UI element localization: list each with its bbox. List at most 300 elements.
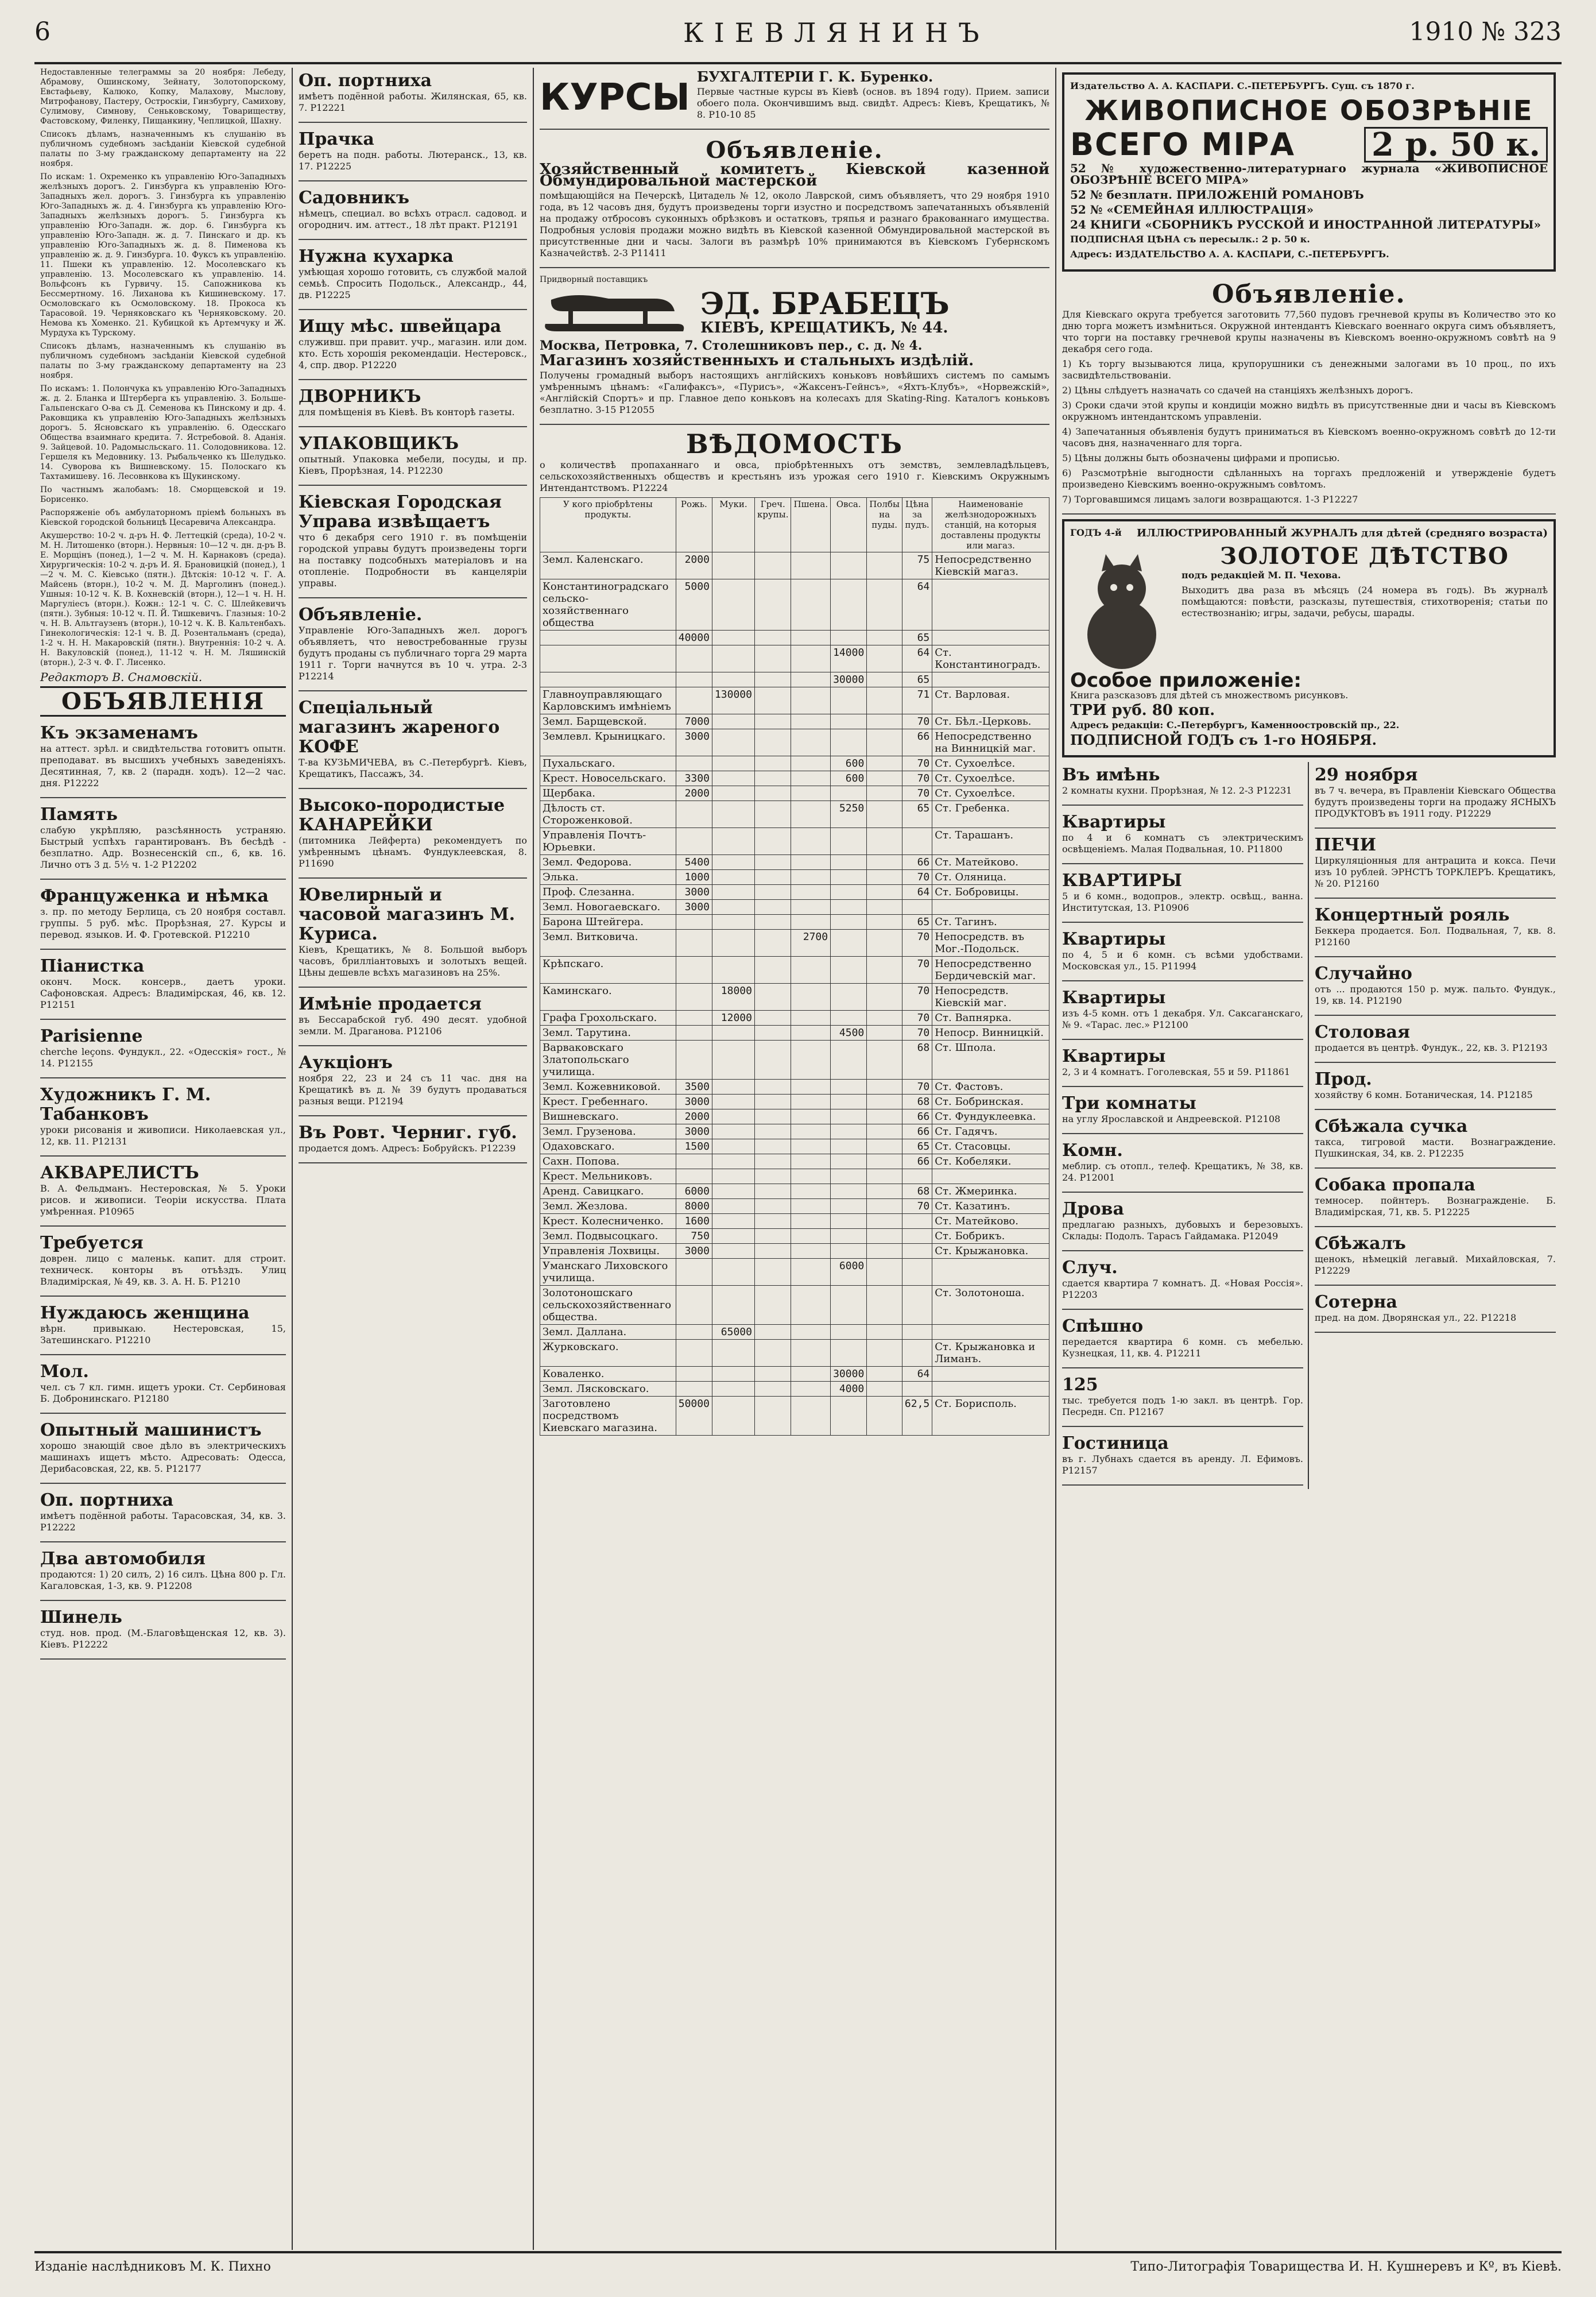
table-cell: Аренд. Савицкаго. xyxy=(540,1184,676,1199)
ad-text: слабую укрѣпляю, разсѣянность устраняю. Быстрый успѣхъ гарантированъ. Въ бесѣдѣ - безплатно. Адр. Вознесенскій сп., 6, кв. 16. Лично отъ 3 д. 5½ ч. 1-2 P12202 xyxy=(40,825,286,870)
ad-text: вѣрн. привыкаю. Нестеровская, 15, Затешинскаго. P12210 xyxy=(40,1323,286,1345)
ad-text: продаются: 1) 20 силъ, 2) 16 силъ. Цѣна 800 р. Гл. Кагаловская, 1-3, кв. 9. P12208 xyxy=(40,1569,286,1591)
notice-paragraph: Списокъ дѣламъ, назначеннымъ къ слушанію въ публичномъ судебномъ засѣданіи Кіевской судебной палаты по 3-му гражданскому департаменту на 23 ноября. xyxy=(40,342,286,380)
table-row xyxy=(540,631,1049,645)
column-header: Муки. xyxy=(712,498,754,552)
table-cell xyxy=(831,729,867,756)
ad-text: имѣетъ подённой работы. Тарасовская, 34, кв. 3. P12222 xyxy=(40,1510,286,1533)
ad-item xyxy=(299,431,527,486)
table-cell xyxy=(791,1011,831,1026)
ad-heading: Садовникъ xyxy=(299,188,410,208)
table-cell xyxy=(754,957,791,984)
table-cell xyxy=(791,729,831,756)
table-cell: Землевл. Крыницкаго. xyxy=(540,729,676,756)
table-cell: Ст. Борисполь. xyxy=(932,1397,1049,1436)
table-cell xyxy=(831,957,867,984)
ad-text: В. А. Фельдманъ. Нестеровская, № 5. Уроки рисов. и живописи. Теоріи искусства. Плата умѣренная. P10965 xyxy=(40,1183,286,1217)
table-cell xyxy=(791,1325,831,1340)
table-cell xyxy=(754,756,791,771)
kaspari-title: ЖИВОПИСНОЕ ОБОЗРѢНІЕ xyxy=(1084,95,1533,127)
table-cell xyxy=(867,870,902,885)
ad-item xyxy=(1062,1043,1303,1087)
kursy-sub: БУХГАЛТЕРІИ Г. К. Буренко. xyxy=(696,68,933,85)
ads-right xyxy=(1315,762,1556,1489)
table-cell xyxy=(712,1095,754,1109)
table-cell xyxy=(831,900,867,915)
table-row xyxy=(540,672,1049,687)
table-cell xyxy=(791,1041,831,1080)
table-cell xyxy=(831,885,867,900)
table-cell: Дѣлость ст. Стороженковой. xyxy=(540,801,676,828)
ad-heading: Въ Ровт. Черниг. губ. xyxy=(299,1123,517,1143)
table-cell: Земл. Даллана. xyxy=(540,1325,676,1340)
ad-item xyxy=(40,802,286,880)
table-cell: Барона Штейгера. xyxy=(540,915,676,930)
ad-item xyxy=(1062,985,1303,1040)
table-cell xyxy=(831,1229,867,1244)
ad-heading: УПАКОВЩИКЪ xyxy=(299,434,459,454)
ad-text: умѣющая хорошо готовить, съ службой малой семьѣ. Спросить Подольск., Александр., 44, дв. P12225 xyxy=(299,266,527,300)
table-cell xyxy=(791,1184,831,1199)
ad-text: меблир. съ отопл., телеф. Крещатикъ, № 38, кв. 24. P12001 xyxy=(1062,1161,1303,1183)
table-cell: Ст. Крыжановка. xyxy=(932,1244,1049,1259)
ad-text: предлагаю разныхъ, дубовыхъ и березовыхъ. Склады: Подолъ. Тарасъ Гайдамака. P12049 xyxy=(1062,1219,1303,1242)
ad-heading: Сбѣжала сучка xyxy=(1315,1116,1468,1136)
table-row xyxy=(540,579,1049,631)
table-cell xyxy=(712,1397,754,1436)
ad-item xyxy=(40,1160,286,1227)
table-cell xyxy=(831,1011,867,1026)
notice-lead: Хозяйственный комитетъ Кіевской казенной Обмундировальной мастерской xyxy=(540,161,1049,190)
table-cell: 30000 xyxy=(831,672,867,687)
kaspari-address: Адресъ: ИЗДАТЕЛЬСТВО А. А. КАСПАРИ, С.-ПЕТЕРБУРГЪ. xyxy=(1070,249,1389,260)
table-cell: 64 xyxy=(902,645,932,672)
zoloto-special: Особое приложеніе: xyxy=(1070,669,1302,692)
table-cell: Непосредств. Кіевскій маг. xyxy=(932,984,1049,1011)
table-cell xyxy=(754,1011,791,1026)
table-cell: 64 xyxy=(902,885,932,900)
issue-number: 1910 № 323 xyxy=(1409,17,1562,47)
table-cell: 64 xyxy=(902,579,932,631)
column-4 xyxy=(1056,68,1562,2250)
notice-paragraph: Распоряженіе объ амбулаторномъ пріемѣ больныхъ въ Кіевской городской больницѣ Цесаревича Александра. xyxy=(40,508,286,527)
ad-heading: Сбѣжалъ xyxy=(1315,1233,1406,1254)
table-cell xyxy=(712,552,754,579)
ad-heading: Случ. xyxy=(1062,1258,1118,1278)
ad-heading: Два автомобиля xyxy=(40,1549,206,1569)
table-cell: 12000 xyxy=(712,1011,754,1026)
table-cell: Константиноградскаго сельско-хозяйственнаго общества xyxy=(540,579,676,631)
table-cell: 2700 xyxy=(791,930,831,957)
table-cell xyxy=(712,1154,754,1169)
ad-item xyxy=(299,126,527,181)
notice-paragraph: Списокъ дѣламъ, назначеннымъ къ слушанію въ публичномъ судебномъ засѣданіи Кіевской судебной палаты по 3-му гражданскому департаменту на 22 ноября. xyxy=(40,130,286,168)
table-cell: 3000 xyxy=(676,1244,712,1259)
table-cell xyxy=(754,1124,791,1139)
table-cell xyxy=(791,1124,831,1139)
table-cell: 600 xyxy=(831,771,867,786)
table-cell: 1000 xyxy=(676,870,712,885)
table-cell: Ст. Матейково. xyxy=(932,855,1049,870)
table-cell xyxy=(676,1340,712,1367)
notice-paragraph: Недоставленные телеграммы за 20 ноября: Лебеду, Абрамову, Ошинскому, Зейнату, Золотопорскому, Евстафьеву, Калюко, Копку, Малахову, Мыслову, Митрофанову, Пастеру, Остроскіи, Гинзбургу, Самихову, Сулимову, Симнову, Сеньковскому, Товариществу, Фастовскому, Филенку, Пищанкину, Чеплицкой, Шахну. xyxy=(40,68,286,126)
table-cell xyxy=(831,1095,867,1109)
table-row xyxy=(540,885,1049,900)
table-cell xyxy=(867,1109,902,1124)
ad-text: Кіевъ, Крещатикъ, № 8. Большой выборъ часовъ, брилліантовыхъ и золотыхъ вещей. Цѣны дешевле всѣхъ магазиновъ на 25%. xyxy=(299,944,527,978)
table-cell xyxy=(902,1214,932,1229)
ad-item xyxy=(299,185,527,240)
table-cell xyxy=(867,1199,902,1214)
kursy-text: Первые частные курсы въ Кіевѣ (основ. въ 1894 году). Прием. записи обоего пола. Окончившимъ выд. свидѣт. Адресъ: Кіевъ, Крещатикъ, № 8. P10-10 85 xyxy=(696,86,1049,120)
table-cell: 14000 xyxy=(831,645,867,672)
table-row xyxy=(540,1259,1049,1286)
zoloto-special-text: Книга разсказовъ для дѣтей съ множествомъ рисунковъ. xyxy=(1070,690,1349,701)
table-cell: Уманскаго Лиховского училища. xyxy=(540,1259,676,1286)
ad-text: уроки рисованія и живописи. Николаевская ул., 12, кв. 11. P12131 xyxy=(40,1124,286,1147)
ad-item xyxy=(40,1300,286,1355)
table-cell xyxy=(867,1259,902,1286)
table-cell xyxy=(754,900,791,915)
ad-text: по 4 и 6 комнатъ съ электрическимъ освѣщеніемъ. Малая Подвальная, 10. P11800 xyxy=(1062,832,1303,854)
table-cell: Журковскаго. xyxy=(540,1340,676,1367)
ad-heading: Parisienne xyxy=(40,1026,143,1046)
brabec-ad xyxy=(540,272,1049,425)
ad-text: продается домъ. Адресъ: Бобруйскъ. P12239 xyxy=(299,1143,516,1154)
zoloto-subscription: ПОДПИСНОЙ ГОДЪ съ 1-го НОЯБРЯ. xyxy=(1070,732,1377,748)
table-cell xyxy=(712,672,754,687)
ad-item xyxy=(299,384,527,427)
table-cell xyxy=(831,1109,867,1124)
table-cell xyxy=(712,885,754,900)
ad-heading: Высоко-породистые КАНАРЕЙКИ xyxy=(299,795,505,835)
table-cell xyxy=(867,729,902,756)
table-cell: Ст. Казатинъ. xyxy=(932,1199,1049,1214)
ad-heading: Имѣніе продается xyxy=(299,994,482,1014)
table-cell: Ст. Бобрикъ. xyxy=(932,1229,1049,1244)
table-cell: Графа Грохольскаго. xyxy=(540,1011,676,1026)
ad-heading: Сотерна xyxy=(1315,1292,1397,1312)
table-cell: 2000 xyxy=(676,786,712,801)
ad-heading: Собака пропала xyxy=(1315,1175,1475,1195)
ad-text: служивш. при правит. учр., магазин. или дом. кто. Есть хорошія рекомендаціи. Нестеровск., 4, спр. двор. P12220 xyxy=(299,337,527,370)
table-cell xyxy=(867,1214,902,1229)
table-cell: Ст. Тагинъ. xyxy=(932,915,1049,930)
table-cell: Пухальскаго. xyxy=(540,756,676,771)
notice-point: 1) Къ торгу вызываются лица, крупорушники съ денежными залогами въ 10 проц., пo ихъ засвидѣтельствованіи. xyxy=(1062,358,1556,381)
table-cell xyxy=(754,1286,791,1325)
table-row xyxy=(540,687,1049,714)
ad-text: доврен. лицо с маленьк. капит. для строит. техническ. конторы въ отъѣздъ. Улиц Владимірская, № 49, кв. 3. А. Н. Б. P1210 xyxy=(40,1253,286,1287)
table-cell xyxy=(712,915,754,930)
table-row xyxy=(540,1199,1049,1214)
ad-text: Беккера продается. Бол. Подвальная, 7, кв. 8. P12160 xyxy=(1315,925,1556,948)
table-cell xyxy=(754,1139,791,1154)
table-cell xyxy=(754,1367,791,1382)
table-cell xyxy=(867,1154,902,1169)
table-cell xyxy=(754,1340,791,1367)
ad-heading: Квартиры xyxy=(1062,812,1166,832)
notice-text: помѣщающійся на Печерскѣ, Цитадель № 12, около Лаврской, симъ объявляетъ, что 29 ноября 1910 года, въ 12 часовъ дня, будутъ произведены торги изустно и посредствомъ запечатанныхъ объявленій на продажу отбросовъ суконныхъ обрѣзковъ и остатковъ, тряпья и разнаго бракованнаго имущества. Подробныя условія продажи можно видѣть въ Кіевской казенной Обмундировальной мастерской въ присутственные дни и часы. Залоги въ размѣрѣ 10% принимаются въ Кіевскомъ Губернскомъ Казначействѣ. 2-3 P11411 xyxy=(540,190,1049,258)
table-cell xyxy=(676,1325,712,1340)
table-row xyxy=(540,1244,1049,1259)
ad-heading: Художникъ Г. М. Табанковъ xyxy=(40,1085,211,1124)
table-cell xyxy=(791,579,831,631)
table-cell xyxy=(791,1286,831,1325)
table-cell: 1500 xyxy=(676,1139,712,1154)
table-cell: 6000 xyxy=(676,1184,712,1199)
table-cell xyxy=(932,631,1049,645)
table-row xyxy=(540,1026,1049,1041)
table-cell: 3000 xyxy=(676,729,712,756)
table-cell xyxy=(754,1154,791,1169)
ad-text: щенокъ, нѣмецкій легавый. Михайловская, 7. P12229 xyxy=(1315,1254,1556,1276)
table-cell: 62,5 xyxy=(902,1397,932,1436)
table-cell xyxy=(791,1109,831,1124)
ad-heading: Требуется xyxy=(40,1233,144,1253)
ad-heading: Въ имѣнь xyxy=(1062,765,1160,785)
table-cell: 5000 xyxy=(676,579,712,631)
table-row xyxy=(540,1325,1049,1340)
table-cell xyxy=(791,552,831,579)
table-cell: 66 xyxy=(902,729,932,756)
table-cell xyxy=(831,855,867,870)
table-cell xyxy=(712,1124,754,1139)
ads-heading: ОБЪЯВЛЕНІЯ xyxy=(40,686,286,717)
table-cell xyxy=(791,1367,831,1382)
ad-heading: 29 ноября xyxy=(1315,765,1418,785)
table-row xyxy=(540,1080,1049,1095)
notice-point: 6) Разсмотрѣніе выгодности сдѣланныхъ на торгахъ предложеній и утвержденіе будетъ произведено Кіевскимъ военно-окружнымъ совѣтомъ. xyxy=(1062,467,1556,490)
table-cell xyxy=(932,579,1049,631)
ad-text: по 4, 5 и 6 комн. съ всѣми удобствами. Московская ул., 15. P11994 xyxy=(1062,949,1303,972)
notice-paragraph: По искамъ: 1. Полончука къ управленію Юго-Западныхъ ж. д. 2. Бланка и Штерберга къ управленію. 3. Больше-Гальпенскаго О-ва съ Д. Семенова къ Пинскому и др. 4. Раковщика къ управленію Юго-Западныхъ желѣзныхъ дорогъ. 5. Ясновскаго къ управленію. 6. Одесскаго Общества взаимнаго кредита. 7. Ястребовой. 8. Аданія. 9. Зайцевой. 10. Радомысльскаго. 11. Солодовникова. 12. Гершеля къ Медовнику. 13. Рыбальченко къ Шелудько. 14. Суворова къ Вишневскому. 15. Полоскаго къ Тахтамишеву. 16. Лесовнкова къ Щукинскому. xyxy=(40,384,286,481)
table-cell: 66 xyxy=(902,1124,932,1139)
table-row xyxy=(540,1139,1049,1154)
table-cell: Земл. Лясковскаго. xyxy=(540,1382,676,1397)
table-cell xyxy=(867,801,902,828)
table-cell xyxy=(831,1214,867,1229)
notice-heading: Объявленіе. xyxy=(706,137,884,164)
table-cell: Крест. Новосельскаго. xyxy=(540,771,676,786)
table-cell xyxy=(712,645,754,672)
table-cell: 3000 xyxy=(676,885,712,900)
table-cell xyxy=(712,1184,754,1199)
table-cell: 5250 xyxy=(831,801,867,828)
zoloto-year: ГОДЪ 4-й xyxy=(1070,527,1122,538)
table-cell xyxy=(712,1286,754,1325)
table-cell xyxy=(712,1229,754,1244)
table-cell xyxy=(867,672,902,687)
kaspari-title-2: ВСЕГО МІРА xyxy=(1070,126,1295,163)
table-cell: 75 xyxy=(902,552,932,579)
table-cell xyxy=(676,1154,712,1169)
column-header: Рожь. xyxy=(676,498,712,552)
table-cell: Каминскаго. xyxy=(540,984,676,1011)
ad-heading: Квартиры xyxy=(1062,1046,1166,1066)
table-cell: 3000 xyxy=(676,1124,712,1139)
table-cell: Земл. Грузенова. xyxy=(540,1124,676,1139)
ad-item xyxy=(1062,1091,1303,1134)
table-cell xyxy=(867,1095,902,1109)
ad-item xyxy=(299,792,527,879)
table-row xyxy=(540,1184,1049,1199)
table-cell: Ст. Фундуклеевка. xyxy=(932,1109,1049,1124)
table-cell xyxy=(932,1325,1049,1340)
ad-heading: Спѣшно xyxy=(1062,1316,1144,1336)
table-cell xyxy=(676,672,712,687)
ad-item xyxy=(40,1023,286,1078)
ad-heading: Оп. портниха xyxy=(299,71,432,91)
table-cell xyxy=(902,1340,932,1367)
table-cell xyxy=(676,645,712,672)
table-cell: Непосредственно Кіевскій магаз. xyxy=(932,552,1049,579)
table-cell xyxy=(712,1367,754,1382)
table-cell xyxy=(676,930,712,957)
table-cell xyxy=(540,645,676,672)
table-cell xyxy=(831,552,867,579)
ad-heading: Три комнаты xyxy=(1062,1093,1196,1113)
table-cell: 65 xyxy=(902,672,932,687)
ad-heading: Прачка xyxy=(299,129,374,149)
ad-text: (питомника Лейферта) рекомендуетъ по умѣреннымъ цѣнамъ. Фундуклеевская, 8. P11690 xyxy=(299,835,527,869)
notice-point: 4) Запечатанныя объявленія будутъ приниматься въ Кіевскомъ военно-окружномъ совѣтѣ до 12-ти часовъ дня, назначеннаго для торга. xyxy=(1062,426,1556,448)
table-cell: 5400 xyxy=(676,855,712,870)
table-cell: 600 xyxy=(831,756,867,771)
table-cell xyxy=(867,900,902,915)
ad-item xyxy=(299,991,527,1046)
table-cell xyxy=(712,870,754,885)
brabec-shop: Магазинъ хозяйственныхъ и стальныхъ издѣлій. xyxy=(540,352,974,369)
table-cell: 70 xyxy=(902,1026,932,1041)
table-cell xyxy=(791,1397,831,1436)
table-cell xyxy=(831,1199,867,1214)
table-cell: 70 xyxy=(902,984,932,1011)
table-cell xyxy=(867,552,902,579)
table-cell: Ст. Крыжановка и Лиманъ. xyxy=(932,1340,1049,1367)
table-cell: Управленія Почтъ-Юрьевки. xyxy=(540,828,676,855)
ad-text: въ г. Лубнахъ сдается въ аренду. Л. Ефимовъ. P12157 xyxy=(1062,1453,1303,1476)
table-cell xyxy=(791,771,831,786)
ad-item xyxy=(299,314,527,380)
table-cell xyxy=(867,1325,902,1340)
table-cell xyxy=(932,1382,1049,1397)
table-row xyxy=(540,1382,1049,1397)
table-cell xyxy=(712,900,754,915)
table-cell: Ст. Золотоноша. xyxy=(932,1286,1049,1325)
table-cell xyxy=(754,1169,791,1184)
table-cell xyxy=(754,786,791,801)
zoloto-ad xyxy=(1062,519,1556,757)
ad-item xyxy=(40,1359,286,1414)
ad-item xyxy=(1062,1430,1303,1486)
table-cell xyxy=(754,801,791,828)
table-cell xyxy=(831,579,867,631)
table-cell: Земл. Жезлова. xyxy=(540,1199,676,1214)
ad-item xyxy=(299,882,527,988)
table-cell xyxy=(831,1124,867,1139)
table-cell xyxy=(791,1259,831,1286)
ad-item xyxy=(1315,1172,1556,1227)
table-cell xyxy=(867,1080,902,1095)
table-cell xyxy=(902,1325,932,1340)
table-cell xyxy=(676,687,712,714)
table-cell xyxy=(867,714,902,729)
column-header: Овса. xyxy=(831,498,867,552)
table-cell: 70 xyxy=(902,714,932,729)
table-cell: Элька. xyxy=(540,870,676,885)
table-cell xyxy=(712,1214,754,1229)
brabec-address: КІЕВЪ, КРЕЩАТИКЪ, № 44. xyxy=(700,319,948,337)
table-cell xyxy=(831,1041,867,1080)
table-cell xyxy=(867,1397,902,1436)
table-cell xyxy=(754,631,791,645)
table-cell: Ст. Тарашанъ. xyxy=(932,828,1049,855)
table-cell: Золотоношскаго сельскохозяйственнаго общества. xyxy=(540,1286,676,1325)
table-cell xyxy=(712,631,754,645)
brabec-text: Получены громадный выборъ настоящихъ англійскихъ коньковъ новѣйшихъ системъ по самымъ умѣреннымъ цѣнамъ: «Галифаксъ», «Пурисъ», «Жаксенъ-Гейнсъ», «Яхтъ-Клубъ», «Норвежскій», «Англійскій Спортъ» и пр. Главное депо коньковъ на колесахъ для Skating-Ring. Каталогъ коньковъ безплатно. 3-15 P12055 xyxy=(540,370,1049,415)
table-cell: Одаховскаго. xyxy=(540,1139,676,1154)
table-cell xyxy=(791,801,831,828)
table-cell xyxy=(867,1124,902,1139)
table-cell xyxy=(831,930,867,957)
ad-item xyxy=(40,1230,286,1297)
kaspari-item: 24 КНИГИ «СБОРНИКЪ РУССКОЙ И ИНОСТРАННОЙ ЛИТЕРАТУРЫ» xyxy=(1070,218,1541,231)
ad-heading: Француженка и нѣмка xyxy=(40,886,269,906)
table-cell xyxy=(676,1026,712,1041)
table-cell xyxy=(676,756,712,771)
table-row xyxy=(540,915,1049,930)
table-cell xyxy=(791,672,831,687)
table-cell: Варваковскаго Златопольскаго училища. xyxy=(540,1041,676,1080)
ad-heading: Столовая xyxy=(1315,1022,1411,1042)
table-cell xyxy=(867,915,902,930)
table-cell: Крест. Гребеннаго. xyxy=(540,1095,676,1109)
ad-item xyxy=(1062,868,1303,923)
table-cell: Ст. Оляница. xyxy=(932,870,1049,885)
table-cell: Земл. Барщевской. xyxy=(540,714,676,729)
table-cell xyxy=(791,1026,831,1041)
ad-text: cherche leçons. Фундукл., 22. «Одесскія» гост., № 14. P12155 xyxy=(40,1046,286,1069)
table-cell xyxy=(902,1259,932,1286)
table-cell xyxy=(791,1229,831,1244)
table-cell xyxy=(867,687,902,714)
ad-item xyxy=(1315,1113,1556,1169)
ad-text: на углу Ярославской и Андреевской. P12108 xyxy=(1062,1113,1281,1124)
ad-text: на аттест. зрѣл. и свидѣтельства готовитъ опытн. преподават. въ высшихъ учебныхъ заведеніяхъ. Десятинная, 7, кв. 2 (парадн. ходъ). 12—2 час. дня. P12222 xyxy=(40,743,286,788)
table-cell xyxy=(831,1397,867,1436)
table-cell: Ст. Бобринская. xyxy=(932,1095,1049,1109)
table-cell: Ст. Жмеринка. xyxy=(932,1184,1049,1199)
newspaper-title: КІЕВЛЯНИНЪ xyxy=(683,17,990,48)
table-cell xyxy=(791,984,831,1011)
table-cell: Сахн. Попова. xyxy=(540,1154,676,1169)
footer-left: Изданіе наслѣдниковъ М. К. Пихно xyxy=(34,2260,271,2274)
table-cell xyxy=(712,1199,754,1214)
table-cell xyxy=(791,1139,831,1154)
table-cell xyxy=(712,756,754,771)
table-cell xyxy=(867,631,902,645)
table-cell xyxy=(712,714,754,729)
table-cell xyxy=(867,1367,902,1382)
table-cell xyxy=(754,714,791,729)
table-cell: 2000 xyxy=(676,552,712,579)
table-cell: 50000 xyxy=(676,1397,712,1436)
table-cell: 64 xyxy=(902,1367,932,1382)
table-cell xyxy=(867,828,902,855)
ad-heading: Концертный рояль xyxy=(1315,905,1510,925)
table-cell xyxy=(754,1080,791,1095)
